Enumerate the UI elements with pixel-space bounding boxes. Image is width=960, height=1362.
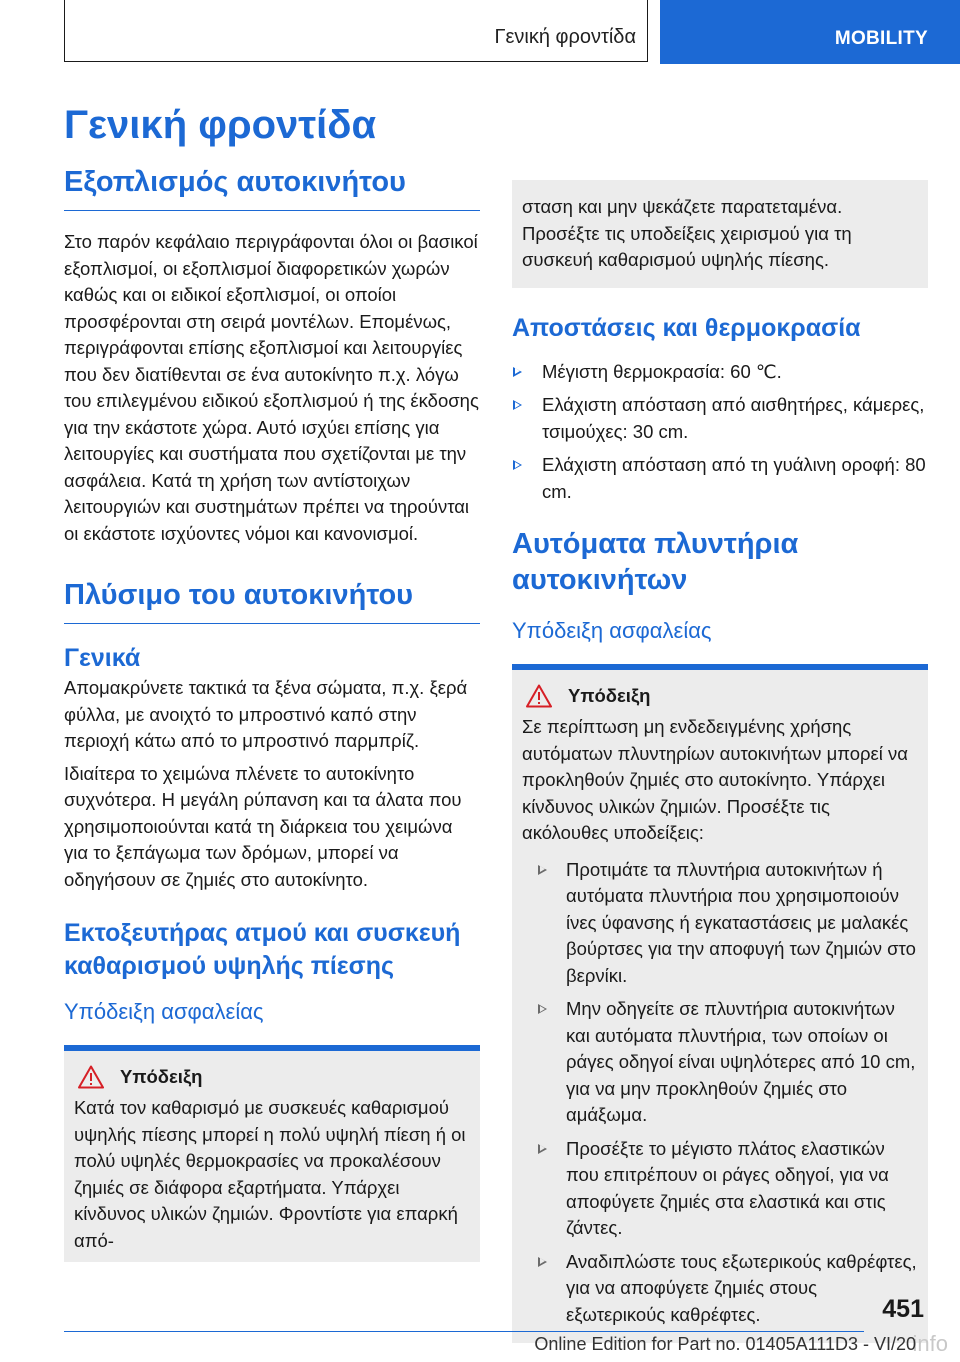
heading-car-wash: Πλύσιμο του αυτοκινήτου: [64, 577, 480, 624]
general-paragraph-1: Απομακρύνετε τακτικά τα ξένα σώματα, π.χ. ξερά φύλλα, με ανοιχτό το μπροστινό καπό στην περιοχή κάτω από το μπροστινό παρμπρίζ.: [64, 677, 468, 751]
heading-automatic-carwash: Αυτόματα πλυντήρια αυτοκινήτων: [512, 528, 799, 596]
triangle-bullet-icon: [513, 460, 522, 470]
triangle-bullet-icon: [538, 1144, 547, 1154]
list-item: Προτιμάτε τα πλυντήρια αυτοκινήτων ή αυτόματα πλυντήρια που χρησιμοποιούν ίνες ύφανσης ή εγκαταστάσεις με μαλακές βούρτσες για την αποφυγή των ζημιών στο βερνίκι.: [522, 857, 918, 990]
heading-distances-temperature: Αποστάσεις και θερμοκρασία: [512, 313, 861, 342]
right-column: [512, 180, 928, 1343]
note-continuation-text: σταση και μην ψεκάζετε παρατεταμένα. Προσέξτε τις υποδείξεις χειρισμού για τη συσκευή καθαρισμού υψηλής πίεσης.: [522, 196, 852, 270]
page-title: Γενική φροντίδα: [64, 103, 377, 147]
equipment-paragraph: Στο παρόν κεφάλαιο περιγράφονται όλοι οι βασικοί εξοπλισμοί, οι εξοπλισμοί διαφορετικών χωρών καθώς και οι ειδικοί εξοπλισμοί, οι οποίοι προσφέρονται στη σειρά μοντέλων. Επομένως, περιγράφονται επίσης εξοπλισμοί και λειτουργίες που δεν διατίθενται σε ένα αυτοκίνητο π.χ. λόγω του επιλεγμένου ειδικού εξοπλισμού ή της έκδοσης για την εκάστοτε χώρα. Αυτό ισχύει επίσης για λειτουργίες και συστήματα που σχετίζονται με την ασφάλεια. Κατά τη χρήση των αντίστοιχων λειτουργιών και συστημάτων πρέπει να τηρούνται οι εκάστοτε ισχύοντες νόμοι και κανονισμοί.: [64, 231, 479, 544]
triangle-bullet-icon: [513, 367, 522, 377]
note-title-left: Υπόδειξη: [120, 1066, 203, 1087]
note-text-right: Σε περίπτωση μη ενδεδειγμένης χρήσης αυτόματων πλυντηρίων αυτοκινήτων μπορεί να προκληθούν ζημιές στο αυτοκίνητο. Υπάρχει κίνδυνος υλικών ζημιών. Προσέξτε τις ακόλουθες υποδείξεις:: [522, 716, 908, 843]
triangle-bullet-icon: [538, 865, 547, 875]
distances-list: [512, 359, 928, 506]
heading-general: Γενικά: [64, 644, 141, 672]
footer-watermark: info: [912, 1331, 948, 1356]
safety-note-box-right: [512, 664, 928, 1343]
note-title-right: Υπόδειξη: [568, 685, 651, 706]
list-item: Μην οδηγείτε σε πλυντήρια αυτοκινήτων και αυτόματα πλυντήρια, των οποίων οι ράγες οδηγοί είναι υψηλότερες από 10 cm, για να μην προκληθούν ζημιές στο αμάξωμα.: [522, 996, 918, 1129]
list-item: Μέγιστη θερμοκρασία: 60 ℃.: [512, 359, 928, 386]
heading-equipment: Εξοπλισμός αυτοκινήτου: [64, 164, 480, 211]
header-section-title: Γενική φροντίδα: [494, 26, 636, 48]
safety-note-box-left: [64, 1045, 480, 1262]
header-mobility-tab: MOBILITY: [660, 0, 960, 64]
page-number: 451: [882, 1295, 924, 1323]
triangle-bullet-icon: [538, 1257, 547, 1267]
heading-steam-cleaner: Εκτοξευτήρας ατμού και συσκευή καθαρισμού υψηλής πίεσης: [64, 919, 461, 980]
list-item: Αναδιπλώστε τους εξωτερικούς καθρέφτες, για να αποφύγετε ζημιές στους εξωτερικούς καθρέφτες.: [522, 1249, 918, 1329]
heading-safety-note-left: Υπόδειξη ασφαλείας: [64, 999, 264, 1024]
warning-triangle-icon: [526, 684, 552, 708]
list-item: Ελάχιστη απόσταση από τη γυάλινη οροφή: 80 cm.: [512, 452, 928, 505]
general-paragraph-2: Ιδιαίτερα το χειμώνα πλένετε το αυτοκίνητο συχνότερα. Η μεγάλη ρύπανση και τα άλατα που χρησιμοποιούνται κατά τη διάρκεια του χειμώνα για το ξεπάγωμα των δρόμων, μπορεί να οδηγήσουν σε ζημιές στο αυτοκίνητο.: [64, 762, 462, 890]
footer-edition: Online Edition for Part no. 01405A111D3 - VI/20: [534, 1334, 916, 1354]
triangle-bullet-icon: [538, 1004, 547, 1014]
triangle-bullet-icon: [513, 400, 522, 410]
heading-safety-note-right: Υπόδειξη ασφαλείας: [512, 618, 712, 643]
warning-triangle-icon: [78, 1065, 104, 1089]
left-column: [64, 164, 480, 1262]
list-item: Ελάχιστη απόσταση από αισθητήρες, κάμερες, τσιμούχες: 30 cm.: [512, 392, 928, 445]
carwash-tips-list: [522, 857, 918, 1329]
list-item: Προσέξτε το μέγιστο πλάτος ελαστικών που επιτρέπουν οι ράγες οδηγοί, για να αποφύγετε ζημιές στα ελαστικά και στις ζάντες.: [522, 1136, 918, 1242]
note-continuation-box: [512, 180, 928, 288]
footer-rule: [64, 1331, 864, 1332]
note-text-left: Κατά τον καθαρισμό με συσκευές καθαρισμού υψηλής πίεσης μπορεί η πολύ υψηλή πίεση ή οι πολύ υψηλές θερμοκρασίες να προκαλέσουν ζημιές σε διάφορα εξαρτήματα. Υπάρχει κίνδυνος υλικών ζημιών. Φροντίστε για επαρκή από-: [74, 1097, 466, 1251]
